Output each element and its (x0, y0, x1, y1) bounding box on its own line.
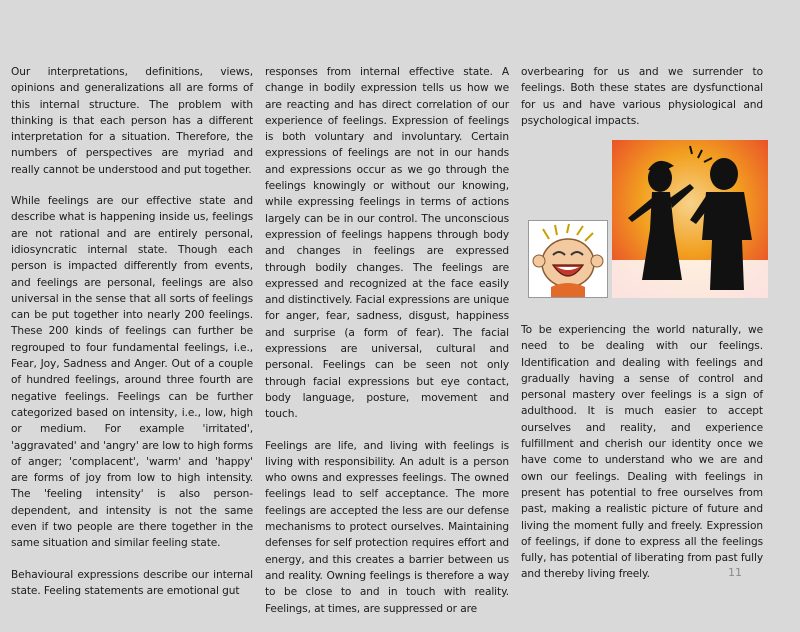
laughing-face-icon (529, 221, 607, 297)
text-column-left (11, 64, 253, 614)
arguing-couple-illustration (612, 140, 768, 298)
paragraph: While feelings are our effective state and describe what is happening inside us, feelings are not rational and are entirely personal, idiosyncratic internal state. Though each person is impacted differently from events, and feelings are personal, feelings are also universal in the sense that all sorts of feelings can be put together into nearly 200 feelings. These 200 kinds of feelings can further be regrouped to four fundamental feelings, i.e., Fear, Joy, Sadness and Anger. Out of a couple of hundred feelings, around three fourth are negative feelings. Feelings can be further categorized based on intensity, i.e., low, high or medium. For example 'irritated', 'aggravated' and 'angry' are low to high forms of anger; 'complacent', 'warm' and 'happy' are forms of joy from low to high intensity. The 'feeling intensity' is also person-dependent, and intensity is not the same even if two people are there together in the same situation and similar feeling state. (11, 195, 253, 550)
arguing-couple-icon (612, 140, 768, 298)
text-column-right-bottom (521, 322, 763, 598)
paragraph: To be experiencing the world naturally, we need to be dealing with our feelings. Identification and dealing with feelings and gradually having a sense of control and personal mastery over feelings is a sign of adulthood. It is much easier to accept ourselves and reality, and experience fulfillment and cherish our identity once we have come to understand who we are and own our feelings. Dealing with feelings in present has potential to free ourselves from past, making a realistic picture of future and living the moment fully and freely. Expression of feelings, if done to express all the feelings fully, has potential of liberating from past fully and thereby living freely. (521, 324, 763, 581)
paragraph: Feelings are life, and living with feelings is living with responsibility. An adult is a person who owns and expresses feelings. The owned feelings lead to self acceptance. The more feelings are accepted the less are our defense mechanisms to protect ourselves. Maintaining defenses for self protection requires effort and energy, and this creates a barrier between us and reality. Owning feelings is therefore a way to be close to and in touch with reality. Feelings, at times, are suppressed or are (265, 439, 509, 615)
laughing-face-illustration (528, 220, 608, 298)
page-number: 11 (728, 566, 742, 579)
paragraph: overbearing for us and we surrender to feelings. Both these states are dysfunctional for us and have various physiological and psychological impacts. (521, 66, 763, 127)
paragraph: responses from internal effective state. A change in bodily expression tells us how we are reacting and has direct correlation of our experience of feelings. Expression of feelings is both voluntary and involuntary. Certain expressions of feelings are not in our hands and expressions occur as we go through the feelings knowingly or without our knowing, while expressing feelings in terms of actions largely can be in our control. The unconscious expression of feelings happens through body and changes in feelings are expressed through bodily changes. The feelings are expressed and recognized at the face easily and distinctively. Facial expressions are unique for anger, fear, sadness, disgust, happiness and surprise (a form of fear). The facial expressions are universal, cultural and personal. Feelings can be seen not only through facial expressions but eye contact, body language, posture, movement and touch. (265, 66, 509, 421)
text-column-right-top (521, 64, 763, 144)
text-column-middle (265, 64, 509, 632)
paragraph: Behavioural expressions describe our internal state. Feeling statements are emotional gut (11, 568, 253, 597)
paragraph: Our interpretations, definitions, views, opinions and generalizations all are forms of this internal structure. The problem with thinking is that each person has a different interpretation for a situation. Therefore, the numbers of perspectives are myriad and really cannot be understood and put together. (11, 66, 253, 176)
